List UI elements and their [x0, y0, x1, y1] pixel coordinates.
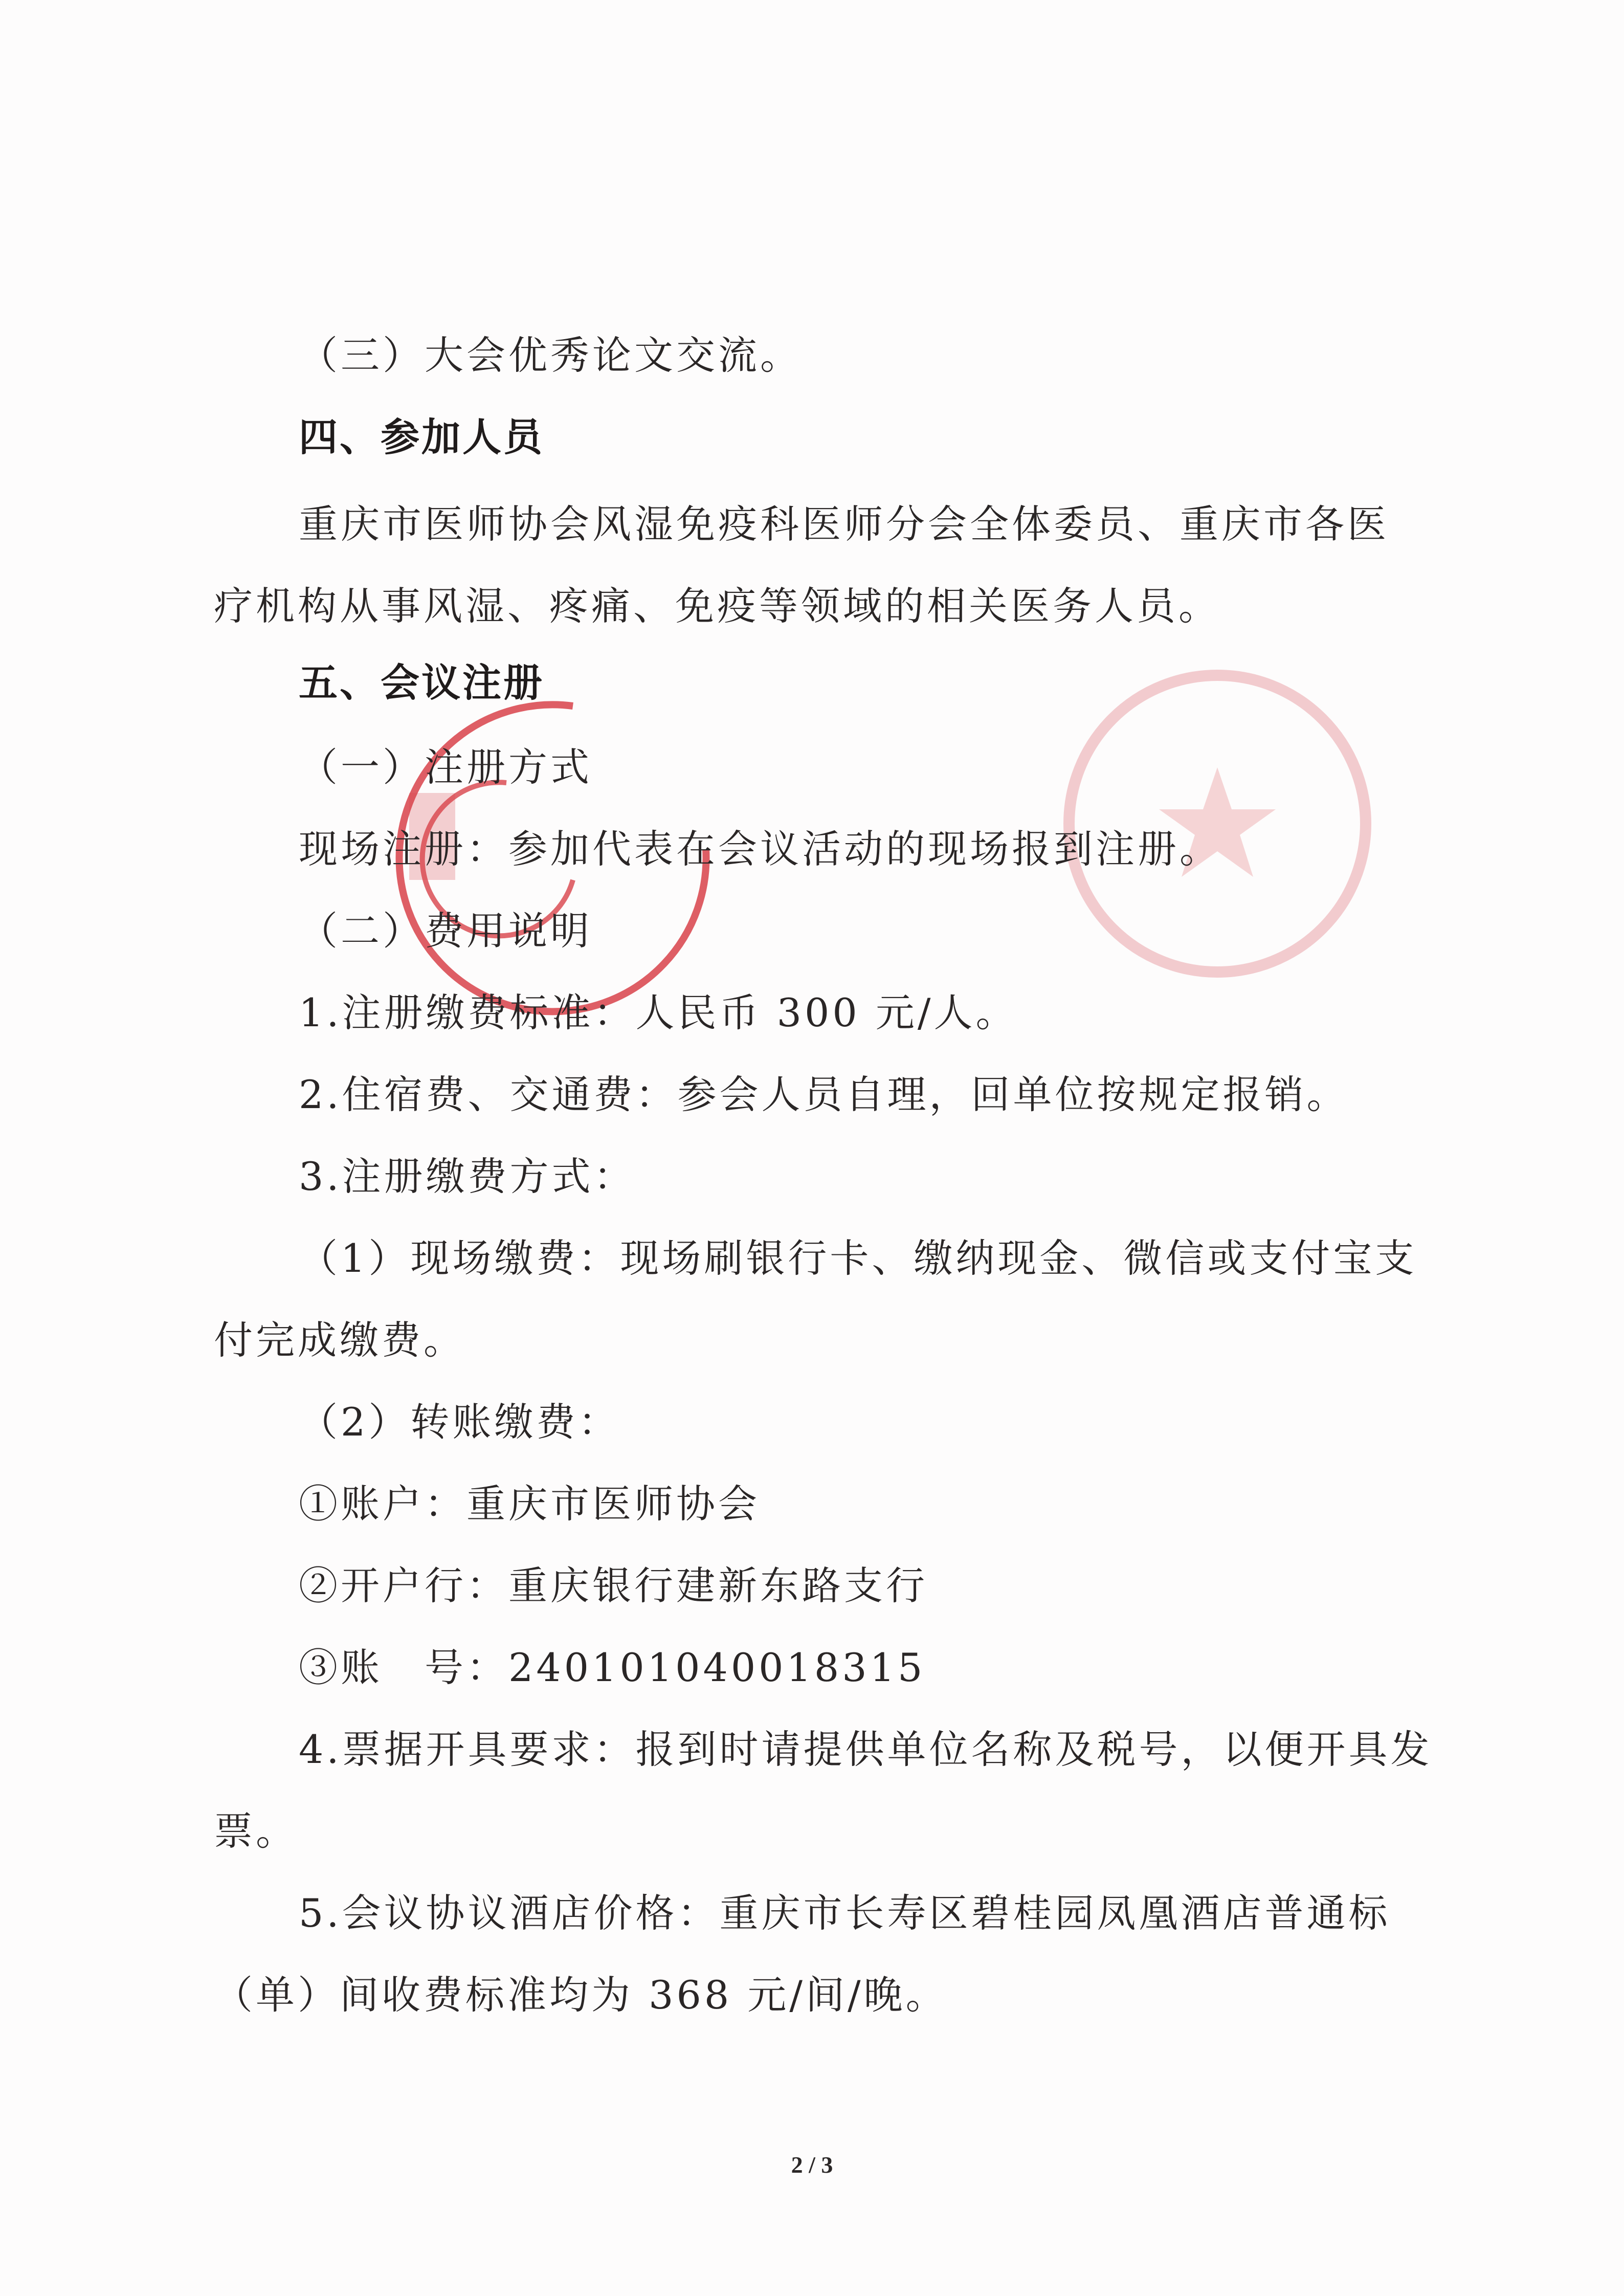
line-7: 现场注册：参加代表在会议活动的现场报到注册。 [299, 826, 1221, 872]
heading-participants: 四、参加人员 [299, 414, 544, 460]
line-11: 3.注册缴费方式： [299, 1154, 636, 1199]
line-4: 疗机构从事风湿、疼痛、免疫等领域的相关医务人员。 [214, 583, 1220, 629]
line-19: 票。 [214, 1808, 298, 1854]
line-14: （2）转账缴费： [299, 1399, 620, 1445]
line-1: （三）大会优秀论文交流。 [299, 333, 802, 378]
line-10: 2.住宿费、交通费：参会人员自理，回单位按规定报销。 [299, 1072, 1349, 1117]
line-20: 5.会议协议酒店价格：重庆市长寿区碧桂园凤凰酒店普通标 [299, 1890, 1391, 1936]
line-18: 4.票据开具要求：报到时请提供单位名称及税号，以便开具发 [299, 1727, 1433, 1772]
line-21: （单）间收费标准均为 368 元/间/晚。 [214, 1972, 948, 2018]
line-9: 1.注册缴费标准：人民币 300 元/人。 [299, 990, 1018, 1035]
line-16: ②开户行：重庆银行建新东路支行 [299, 1563, 928, 1608]
line-6: （一）注册方式 [299, 744, 592, 790]
page-number: 2 / 3 [791, 2152, 833, 2178]
line-8: （二）费用说明 [299, 908, 592, 954]
heading-registration: 五、会议注册 [299, 660, 544, 705]
line-15: ①账户：重庆市医师协会 [299, 1481, 760, 1527]
line-12: （1）现场缴费：现场刷银行卡、缴纳现金、微信或支付宝支 [299, 1235, 1417, 1281]
line-13: 付完成缴费。 [214, 1317, 465, 1363]
line-3: 重庆市医师协会风湿免疫科医师分会全体委员、重庆市各医 [299, 501, 1389, 547]
line-17: ③账 号：240101040018315 [299, 1645, 926, 1690]
